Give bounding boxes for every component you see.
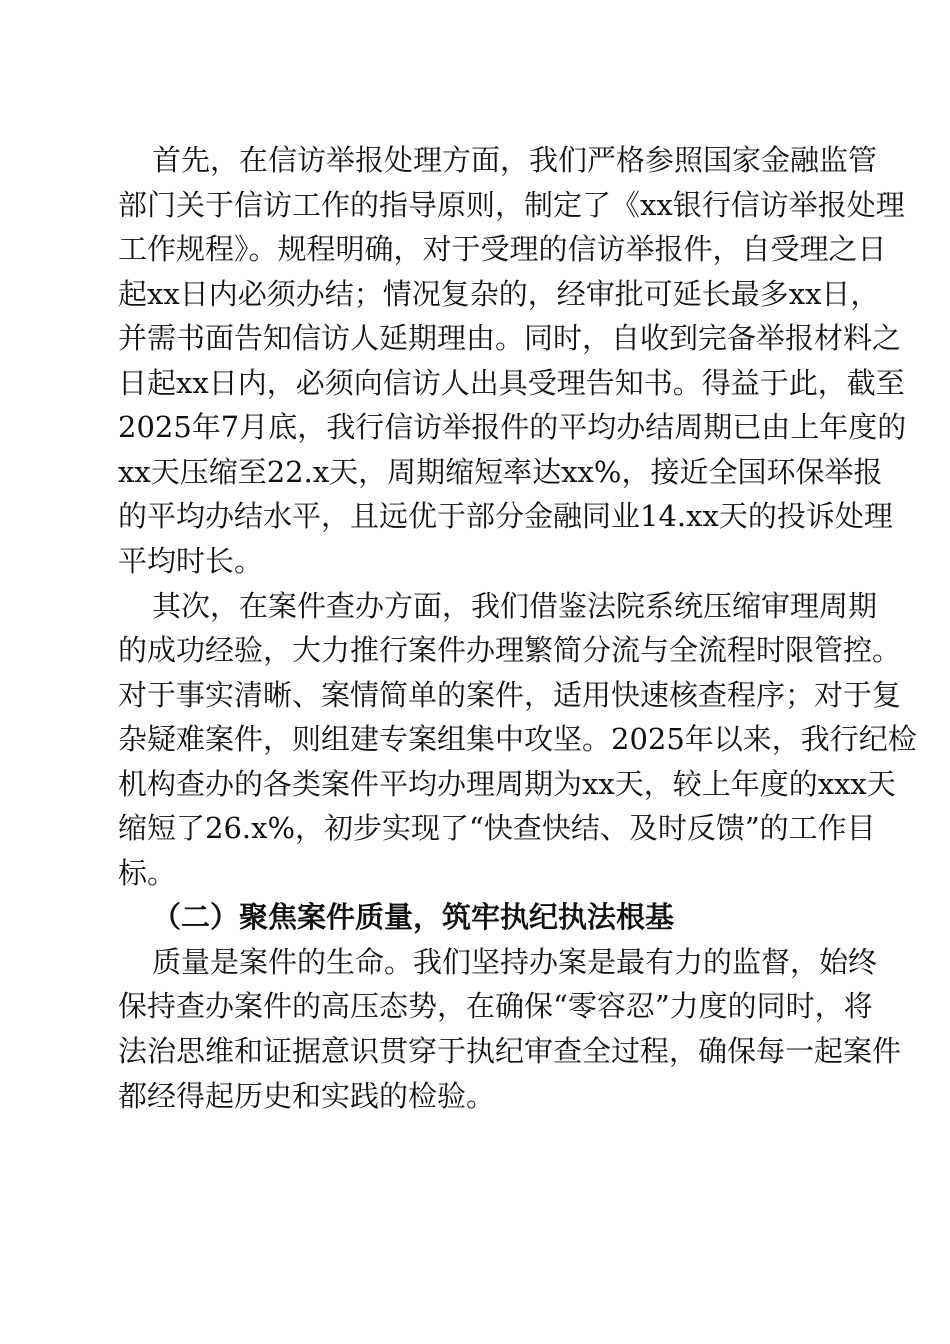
text-line: 标。 [118, 855, 177, 890]
text-line: 首先，在信访举报处理方面，我们严格参照国家金融监管 [152, 143, 878, 177]
text-line: 法治思维和证据意识贯穿于执纪审查全过程，确保每一起案件 [118, 1034, 902, 1068]
text-line: 起xx日内必须办结；情况复杂的，经审批可延长最多xx日， [118, 276, 880, 311]
text-line: 平均时长。 [118, 543, 264, 578]
text-line: 2025年7月底，我行信访举报件的平均办结周期已由上年度的 [118, 410, 907, 445]
text-line: 的平均办结水平，且远优于部分金融同业14.xx天的投诉处理 [118, 499, 893, 534]
text-line: 其次，在案件查办方面，我们借鉴法院系统压缩审理周期 [152, 588, 878, 623]
text-line: xx天压缩至22.x天，周期缩短率达xx%，接近全国环保举报 [118, 454, 883, 489]
text-line: 杂疑难案件，则组建专案组集中攻坚。2025年以来，我行纪检 [118, 722, 917, 757]
text-line: 机构查办的各类案件平均办理周期为xx天，较上年度的xxx天 [118, 766, 896, 801]
text-line: 都经得起历史和实践的检验。 [118, 1078, 496, 1113]
text-line: 部门关于信访工作的指导原则，制定了《xx银行信访举报处理 [118, 187, 905, 222]
text-line: （二）聚焦案件质量，筑牢执纪执法根基 [152, 900, 675, 935]
text-line: 对于事实清晰、案情简单的案件，适用快速核查程序；对于复 [118, 677, 902, 712]
text-line: 质量是案件的生命。我们坚持办案是最有力的监督，始终 [152, 944, 878, 979]
text-line: 并需书面告知信访人延期理由。同时，自收到完备举报材料之 [118, 321, 902, 356]
text-line: 日起xx日内，必须向信访人出具受理告知书。得益于此，截至 [118, 365, 905, 400]
text-line: 工作规程》。规程明确，对于受理的信访举报件，自受理之日 [118, 232, 887, 267]
text-line: 保持查办案件的高压态势，在确保“零容忍”力度的同时，将 [118, 989, 873, 1024]
text-line: 缩短了26.x%，初步实现了“快查快结、及时反馈”的工作目 [118, 811, 876, 846]
text-line: 的成功经验，大力推行案件办理繁简分流与全流程时限管控。 [118, 633, 902, 668]
